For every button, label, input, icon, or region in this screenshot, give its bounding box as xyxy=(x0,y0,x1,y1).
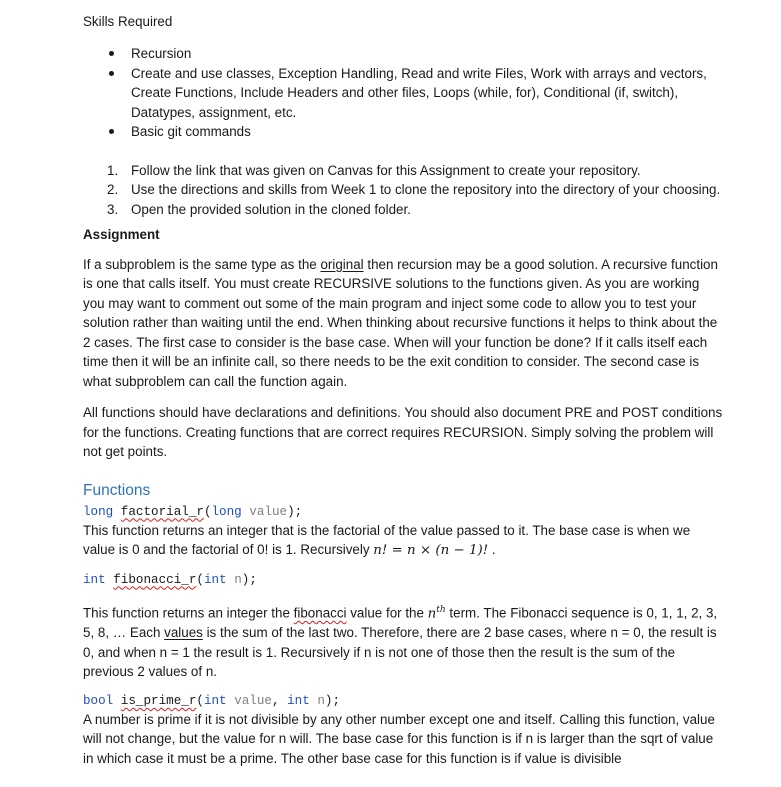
prime-description: A number is prime if it is not divisible by any other number except one and itself. Calling this function, value will not change, but the value for n will. The base case for this function is if n is larger than the sqrt of value in which case it must be a prime. The other base case for this function is if value is divisible xyxy=(83,711,715,766)
bullet-icon xyxy=(109,129,114,134)
bullet-icon xyxy=(109,51,114,56)
list-item: 1. Follow the link that was given on Canvas for this Assignment to create your repository. xyxy=(107,162,641,178)
function-name: fibonacci_r xyxy=(113,572,197,587)
skills-heading: Skills Required xyxy=(83,14,173,29)
list-item: 2. Use the directions and skills from Week 1 to clone the repository into the directory of your choosing. xyxy=(107,182,721,197)
list-item: Recursion xyxy=(83,44,723,64)
factorial-description: This function returns an integer that is the factorial of the value passed to it. The base case is when we value is 0 and the factorial of 0! is 1. Recursively n! = n × (n − 1)! . xyxy=(83,522,691,558)
list-item: Create and use classes, Exception Handling, Read and write Files, Work with arrays and vectors, Create Functions, Include Headers and other files, Loops (while, for), Conditional (if, switch), Datatypes, assignment, etc. xyxy=(83,64,723,123)
factorial-signature: long factorial_r(long value); xyxy=(83,504,303,519)
underlined-word: original xyxy=(320,256,364,272)
fibonacci-description: This function returns an integer the fibonacci value for the $n^{th}$ term. The Fibonacci sequence is 0, 1, 1, 2, 3, 5, 8, … Each values is the sum of the last two. Therefore, there are 2 base cases, where n = 0, the result is 0, and when n = 1 the result is 1. Recursively if n is not one of those then the result is the sum of the previous 2 values of n. xyxy=(83,604,718,680)
skills-list xyxy=(83,44,723,142)
bullet-icon xyxy=(109,71,114,76)
functions-heading: Functions xyxy=(83,481,151,499)
steps-list xyxy=(83,161,723,220)
document-page xyxy=(83,12,723,768)
assignment-paragraph-1: If a subproblem is the same type as the original then recursion may be a good solution. A recursive function is one that calls itself. You must create RECURSIVE solutions to the functions given. As you are working you may want to comment out some of the main program and inject some code to allow you to test your solution rather than waiting until the end. When thinking about recursive functions it helps to think about the 2 cases. The first case to consider is the base case. When will your function be done? If it calls itself each time then it will be an infinite call, so there needs to be the exit condition to consider. The second case is what subproblem can call the function again. xyxy=(83,256,718,389)
prime-signature: bool is_prime_r(int value, int n); xyxy=(83,693,341,708)
assignment-paragraph-2: All functions should have declarations and definitions. You should also document PRE and POST conditions for the functions. Creating functions that are correct requires RECURSION. Simply solving the problem will not get points. xyxy=(83,405,723,459)
list-item: 3. Open the provided solution in the cloned folder. xyxy=(107,201,411,217)
fibonacci-signature: int fibonacci_r(int n); xyxy=(83,572,257,587)
list-item: Basic git commands xyxy=(83,122,723,142)
function-name: is_prime_r xyxy=(120,693,197,708)
factorial-formula: n! = n × (n − 1)! xyxy=(373,543,489,558)
function-name: factorial_r xyxy=(120,504,204,519)
assignment-heading: Assignment xyxy=(83,227,160,242)
